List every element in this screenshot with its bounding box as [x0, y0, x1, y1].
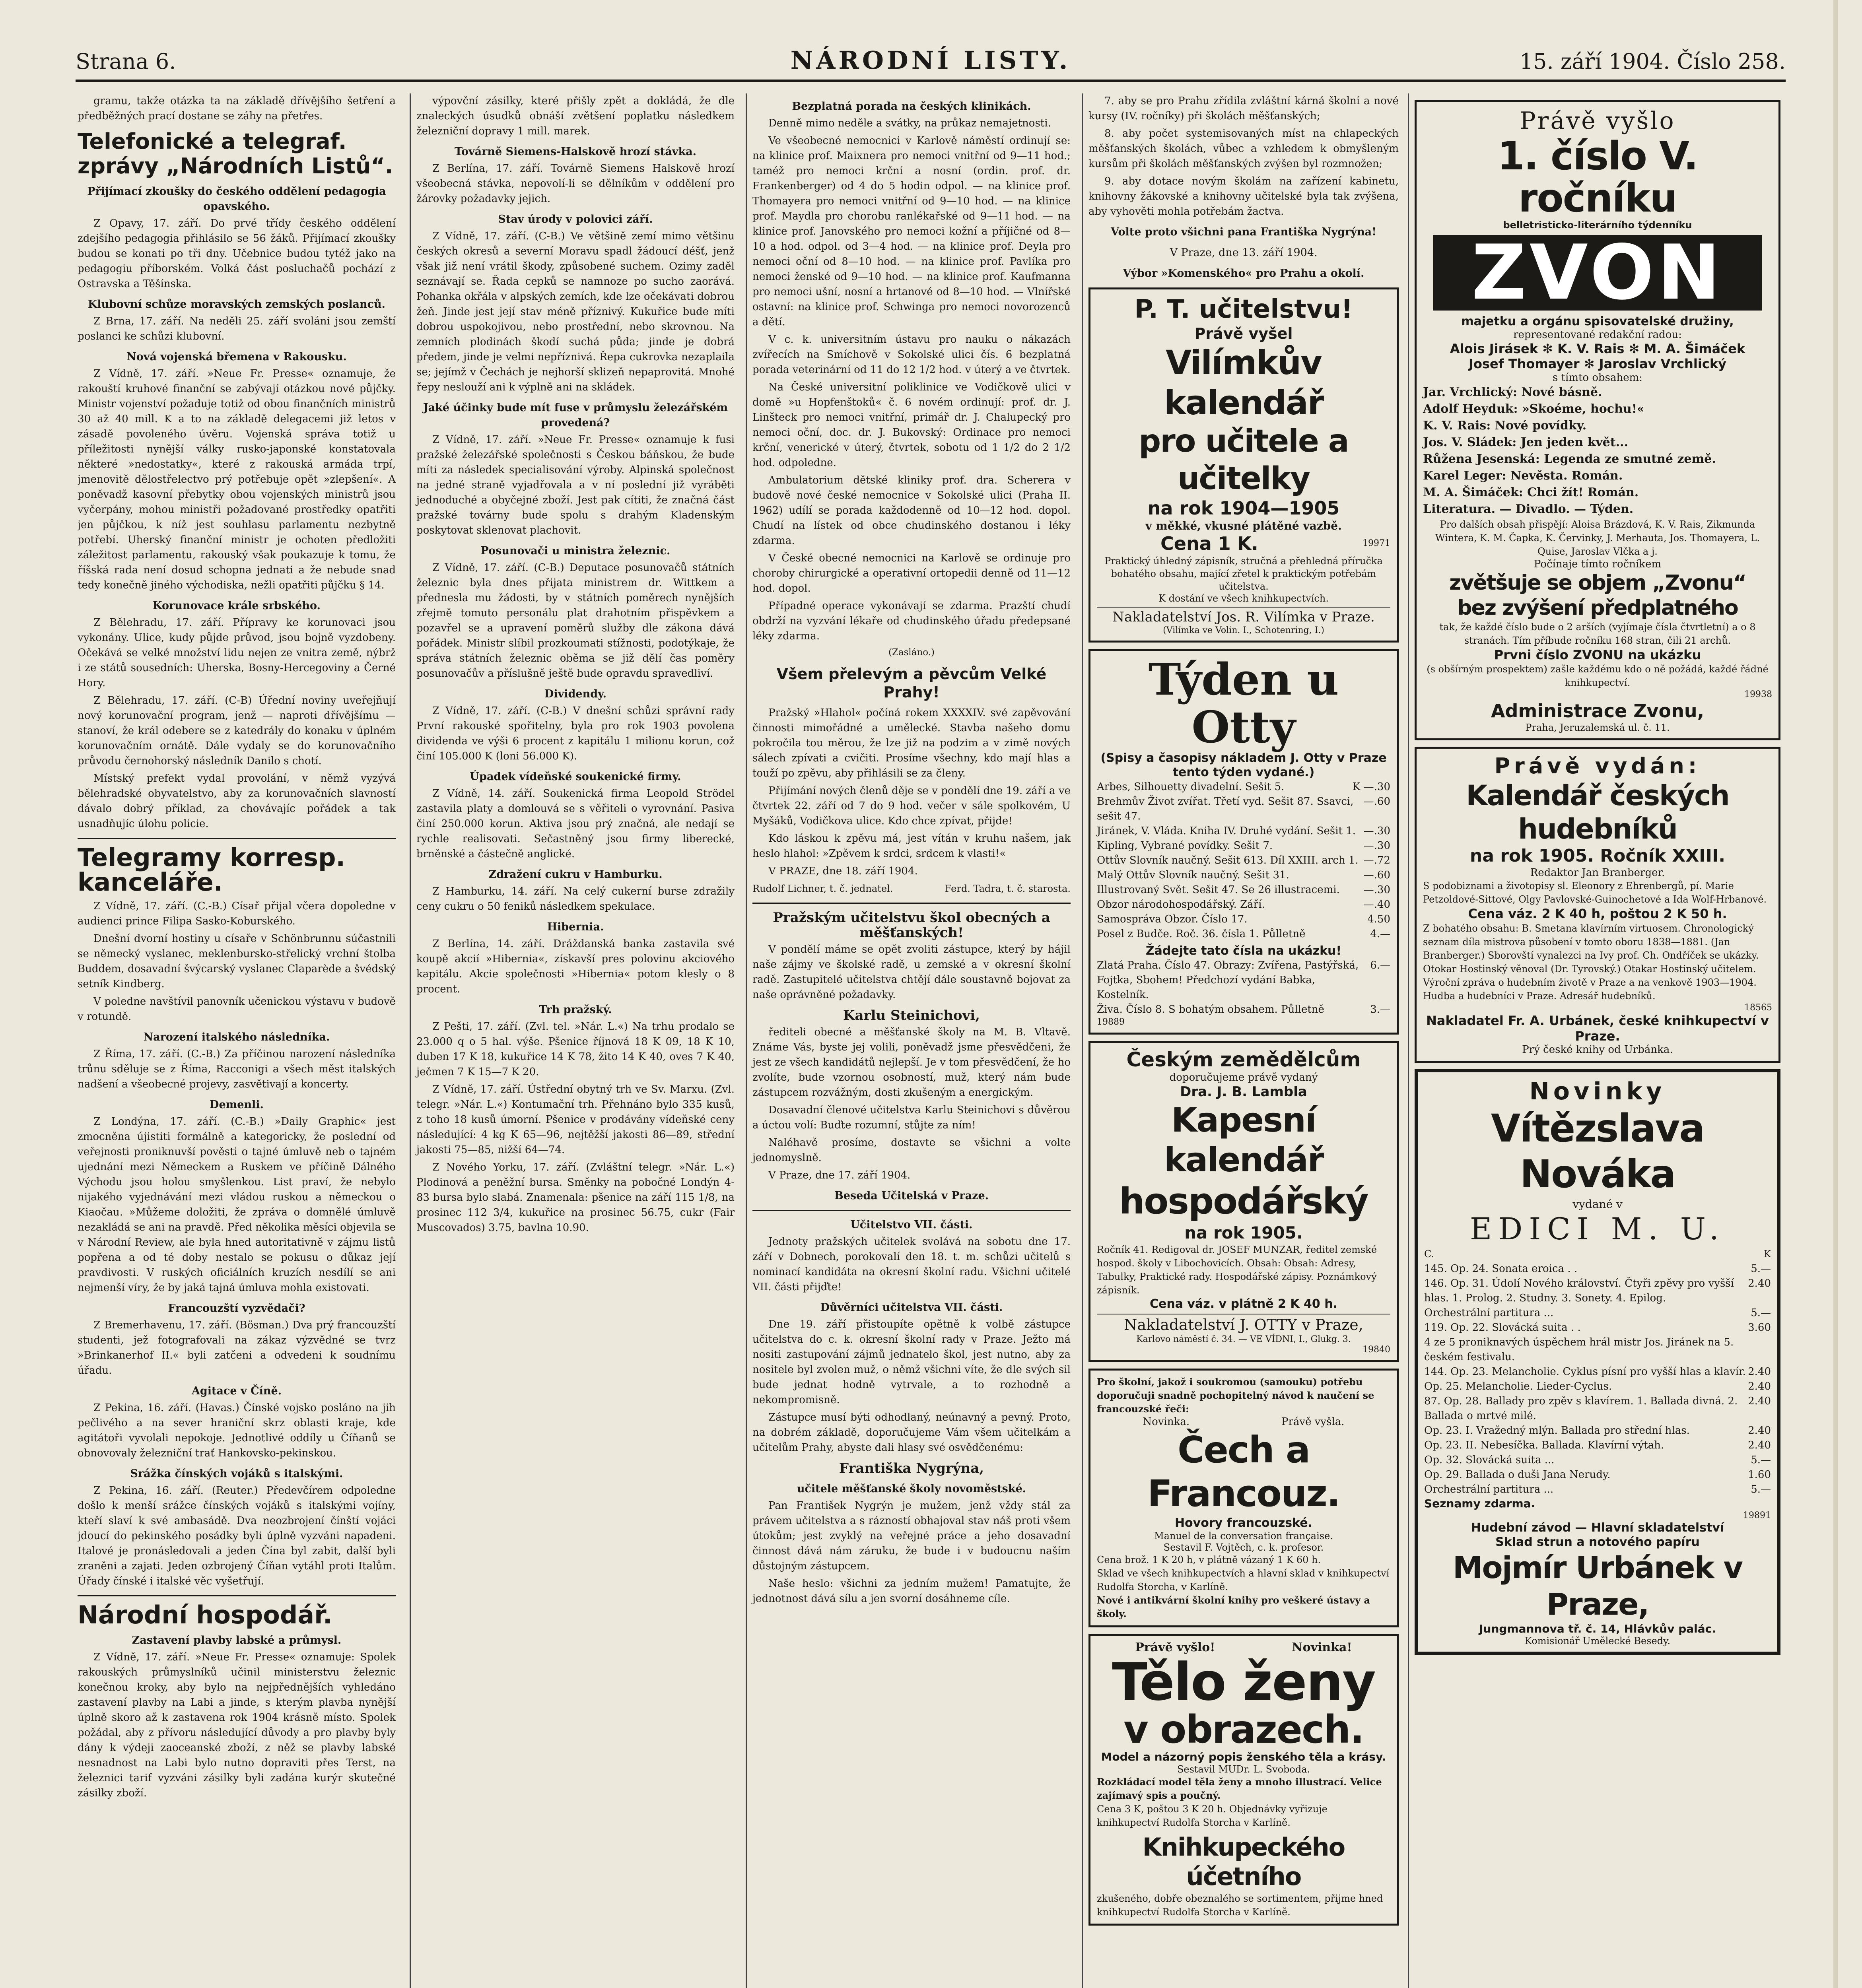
ad-subtitle: Model a názorný popis ženského těla a krásy.	[1101, 1750, 1386, 1764]
divider	[78, 1595, 396, 1596]
list-item	[1424, 1365, 1771, 1379]
ad-price-list	[1097, 958, 1390, 1017]
ad-tag: Novinka.	[1143, 1415, 1190, 1428]
item-price: —.60	[1363, 869, 1390, 881]
paragraph: Jednoty pražských učitelek svolává na sobotu dne 17. září v Dobnech, porokovalí den 18. t. m. schůzi učitelů s nominací kandidáta na okresní školní radu. Všichni učitelé VII. části přijďte!	[752, 1236, 1071, 1293]
signature: Beseda Učitelská v Praze.	[834, 1190, 989, 1202]
article-heading: Továrně Siemens-Halskově hrozí stávka.	[454, 146, 697, 158]
ad-text: Pro dalších obsah přispějí: Aloisa Brázdová, K. V. Rais, Zikmunda Wintera, K. M. Čapka, K. Červinky, J. Merhauta, Jos. Thomayera, L. Quise, Jaroslav Vlčka a j.	[1435, 518, 1760, 557]
list-item: Jar. Vrchlický: Nové básně.	[1423, 385, 1602, 399]
ad-number: 19938	[1744, 689, 1772, 700]
ad-year: na rok 1905. Ročník XXIII.	[1469, 846, 1726, 866]
paragraph: Ve všeobecné nemocnici v Karlově náměstí ordinují se: na klinice prof. Maixnera pro nemoci vnitřní od 9—11 hod.; taméž pro nemoci krční a nosní (ordin. prof. dr. Frankenberger) od 4 do 5 hodin odpol. — na klinice prof. Thomayera pro nemoci vnitřní od 9—10 hod. — na klinice prof. Maydla pro chorobu ranlékařské od 9—11 hod. — na klinice prof. Janovského pro nemoci kožní a příjičné od 8—10 a hod. odpol. od 3—4 hod. — na klinice prof. Deyla pro nemoci oční od 8—10 hod. — na klinice prof. Pavlíka pro nemoci ženské od 9—10 hod. — na klinice prof. Kaufmanna pro nemoci ušní, nosní a hrtanové od 8—10 hod. — Vlnířské ostavní: na klinice prof. Schwinga pro nemoci novorozenců a dětí.	[752, 135, 1071, 328]
ad-text: K dostání ve všech knihkupectvích.	[1158, 593, 1329, 604]
item-price: 2.40	[1748, 1366, 1771, 1378]
ad-year: na rok 1905.	[1184, 1223, 1303, 1243]
item-title: Ottův Slovník naučný. Sešit 613. Díl XXIII. arch 1.	[1097, 854, 1359, 867]
item-title: Illustrovaný Svět. Sešit 47. Se 26 illustracemi.	[1097, 884, 1340, 896]
paragraph: Z Brna, 17. září. Na neděli 25. září svoláni jsou zemští poslanci ke schůzi klubovní.	[78, 315, 396, 342]
ad-author: Sestavil F. Vojtěch, c. k. profesor.	[1163, 1541, 1324, 1553]
ad-text: Komisionář Umělecké Besedy.	[1524, 1635, 1671, 1647]
article-heading: Zdražení cukru v Hamburku.	[488, 868, 663, 881]
item-price: —.72	[1363, 854, 1390, 867]
paragraph: Z Pekina, 16. září. (Reuter.) Předevčírem odpoledne došlo k menší srážce čínských vojáků s italskými vojíny, kteří slaví k své ambasádě. Dva neozbrojení čínští vojáci jdoucí do pekinského posádky byli úplně vyzváni napadeni. Italové je pronásledovali a jeden Čína byl zabit, další byli zraněni a zajati. Jeden ozbrojený Číňan vytáhl proti Italům. Úřady čínské i italské věc vyšetřují.	[78, 1485, 396, 1587]
ad-headline: Vilímkův kalendář	[1164, 343, 1324, 423]
ad-number: 18565	[1744, 1002, 1772, 1013]
paragraph: Z Londýna, 17. září. (C.-B.) »Daily Graphic« jest zmocněna újistiti formálně a kategoricky, že poslední od veřejnosti proniknuvší pověsti o tajné úmluvě neb o tajném ujednání mezi Německem a Ruskem ve příčině Dálného Východu jsou holou smyšlenkou. List praví, že nebylo nijakého vyjednávání mezi vládou ruskou a německou o Kiaočau. »Můžeme doložiti, že zpráva o domnělé úmluvě nezakládá se ani na pravdě. Před několika měsíci objevila se v Národní Review, ale byla hned autoritativně v zájmu listů popřena a od té doby nestalo se pokusu o důkaz její pravdivosti. V ruských oficiálních kruzích nesdílí se ani nejmenší víry, že by jaká tajná úmluva mohla existovati.	[78, 1116, 396, 1294]
ad-text: Hudební závod — Hlavní skladatelství	[1471, 1521, 1724, 1535]
ad-author: Sestavil MUDr. L. Svoboda.	[1177, 1764, 1310, 1775]
list-item: K. V. Rais: Nové povídky.	[1423, 418, 1587, 433]
list-item	[1424, 1423, 1771, 1438]
ad-number: 19889	[1097, 1017, 1125, 1027]
ad-subtitle: Právě vyšel	[1194, 324, 1293, 342]
ad-text: Rozkládací model těla ženy a mnoho illustrací. Velice zajímavý spis a poučný.	[1097, 1776, 1382, 1801]
ad-price: Cena 3 K, poštou 3 K 20 h. Objednávky vyřizuje knihkupectví Rudolfa Storcha v Karlíně.	[1097, 1803, 1328, 1828]
ad-tag: Novinka!	[1292, 1640, 1352, 1655]
ad-vilimek-calendar	[1088, 287, 1399, 643]
article-heading: Klubovní schůze moravských zemských poslanců.	[87, 298, 386, 311]
ad-headline: Knihkupeckého účetního	[1142, 1832, 1345, 1891]
signature-chairman: Ferd. Tadra, t. č. starosta.	[945, 883, 1071, 894]
ad-text: Počínaje tímto ročníkem	[1534, 558, 1662, 570]
ad-heading: Žádejte tato čísla na ukázku!	[1145, 944, 1342, 958]
paragraph: Z Bělehradu, 17. září. Přípravy ke korunovaci jsou vykonány. Ulice, kudy půjde průvod, jsou bojně vyzdobeny. Očekává se velké množství lidu nejen ze vnitra země, nýbrž i ze států sousedních: Uherska, Bosny-Hercegoviny a Černé Hory.	[78, 617, 396, 689]
ad-headline: Čech a Francouz.	[1147, 1429, 1340, 1515]
list-item	[1424, 1379, 1771, 1394]
paragraph: Z Vídně, 17. září. »Neue Fr. Presse« oznamuje: Spolek rakouských průmyslníků učinil ministerstvu železnic konečnou kroky, aby bylo na nejpřednějších vyhledáno zastavení plavby na Labi a jinde, s kterým plavba nynější úplně skoro až k zastavena rok 1904 krásně místo. Spolek požádal, aby z přívoru následující důvody a pro plavby byly dány k výdeji zaoceanské zboží, z něž se plavby labské nesnadnost na Labi bylo nutno dopraviti přes Terst, na železnici tarif vyzváni zásilky byli zadána kurýr skutečné zásilky zboží.	[78, 1651, 396, 1799]
item-price: —.30	[1363, 840, 1390, 852]
paragraph: výpovční zásilky, které přišly zpět a dokládá, že dle znaleckých úsudků obnáší zvětšení poplatku následkem železniční dopravy 1 mill. marek.	[416, 95, 735, 137]
list-item	[1097, 868, 1390, 883]
ad-title: P. T. učitelstvu!	[1134, 295, 1353, 324]
newspaper-title: NÁRODNÍ LISTY.	[790, 46, 1071, 75]
article-heading: Francouzští vyzvědači?	[168, 1302, 305, 1314]
sent-in-label: (Zasláno.)	[888, 647, 935, 658]
item-price: 2.40	[1748, 1395, 1771, 1408]
ad-subtitle: Hovory francouzské.	[1174, 1516, 1313, 1530]
ad-headline: bez zvýšení předplatného	[1457, 596, 1738, 620]
paragraph: Dnešní dvorní hostiny u císaře v Schönbrunnu súčastnili se německý vyslanec, meklenbursko-střelický vrchní štolba Buddem, dosavadní švýcarský vyslanec Claparède a švédský setník Kindberg.	[78, 933, 396, 990]
item-price: —.30	[1363, 825, 1390, 837]
section-heading-economy: Národní hospodář.	[78, 1600, 332, 1629]
item-price: 5.—	[1751, 1483, 1771, 1496]
paragraph: 9. aby dotace novým školám na zařízení kabinetu, knihovny žákovské a knihovny učitelské byla tak zvýšena, aby vyhověti mohla potřebám žactva.	[1088, 175, 1399, 217]
paragraph: Z Vídně, 17. září. (C.-B.) Císař přijal včera dopoledne v audienci prince Filipa Sasko-Koburského.	[78, 900, 396, 927]
paragraph: řediteli obecné a měšťanské školy na M. B. Vltavě. Známe Vás, byste jej volili, poněvadž jsme přesvědčeni, že jest ze všech kandidátů nejlepší. Je v tom přesvědčení, že ho zvolíte, bude vzornou osobností, muž, který nám bude zástupcem rozvážným, dosti zkušeným a energickým.	[752, 1026, 1071, 1099]
list-item	[1097, 927, 1390, 942]
ad-price: Cena váz. v plátně 2 K 40 h.	[1150, 1297, 1337, 1311]
article-heading: Úpadek vídeňské soukenické firmy.	[470, 771, 681, 783]
list-item	[1424, 1453, 1771, 1468]
candidate-title: učitele měšťanské školy novoměstské.	[797, 1483, 1026, 1495]
signature-secretary: Rudolf Lichner, t. č. jednatel.	[752, 883, 893, 894]
ad-editors: Josef Thomayer ✻ Jaroslav Vrchlický	[1469, 356, 1726, 372]
item-title: Arbes, Silhouetty divadelní. Sešit 5.	[1097, 781, 1285, 793]
ad-text: tak, že každé číslo bude o 2 arších (vyjímaje čísla čtvrtletní) a o 8 stranách. Tím příbude ročníku 168 stran, čili 21 archů.	[1439, 621, 1756, 646]
ad-musicians-calendar	[1415, 747, 1780, 1063]
ad-text: zkušeného, dobře obeznalého se sortimentem, přijme hned knihkupectví Rudolfa Storcha v Karlíně.	[1097, 1893, 1383, 1918]
list-item	[1424, 1320, 1771, 1335]
paragraph: Zástupce musí býti odhodlaný, neúnavný a pevný. Proto, na dobrém základě, doporučujeme Vám všem učitelkám a učitelům Prahy, abyste dali hlasy své osvědčenému:	[752, 1411, 1071, 1454]
list-item	[1097, 794, 1390, 824]
ad-otto-week	[1088, 649, 1399, 1034]
item-price: 3.—	[1370, 1004, 1390, 1016]
ad-farmers-calendar	[1088, 1041, 1399, 1362]
issue-date: 15. září 1904. Číslo 258.	[1519, 49, 1786, 74]
item-price: 5.—	[1751, 1454, 1771, 1466]
ad-headline: pro učitele a učitelky	[1139, 423, 1349, 497]
ad-price: Cena váz. 2 K 40 h, poštou 2 K 50 h.	[1468, 906, 1727, 922]
article-heading: Stav úrody v polovici září.	[498, 213, 653, 225]
item-price: 2.40	[1748, 1425, 1771, 1437]
ad-womans-body	[1088, 1634, 1399, 1925]
item-price: 1.60	[1748, 1469, 1771, 1481]
paragraph: Z Vídně, 17. září. (C-B.) Ve většině zemí mimo většinu českých okresů a severní Moravu spadl žádoucí déšť, jenž však již není vrátil škody, způsobené suchem. Ozimy zaděl seznávají se. Řada cepků se namnoze po sucho zaorává. Pohanka okřála v alpských zemích, kde lze očekávati dobrou žeň. Jinde jest její stav méně příznivý. Kukuřice bude míti dobrou uspokojivou, nebo prostřední, nebo skrovnou. Na zemních plodinách škodí suchá půda; jinde je dobrá předem, jinde je velmi nepříznivá. Řepa cukrovka nezaplaila se; jejímž v Čechách je nejhorší sklizeň nepaprovitá. Mnohé řepy neslouží ani k výplně ani na skládek.	[416, 230, 735, 393]
signatures	[752, 881, 1071, 896]
article-heading: Korunovace krále srbského.	[153, 600, 321, 612]
list-item: Jos. V. Sládek: Jen jeden květ...	[1423, 435, 1629, 449]
ad-number: 19891	[1743, 1510, 1771, 1520]
column-5	[1408, 93, 1780, 1988]
ad-address: Jungmannova tř. č. 14, Hlávkův palác.	[1479, 1622, 1716, 1635]
ad-publisher: Nakladatelství Jos. R. Vilímka v Praze.	[1097, 607, 1390, 625]
ad-text: Pro školní, jakož i soukromou (samouku) potřebu doporučuji snadně pochopitelný návod k naučení se francouzské řeči:	[1097, 1376, 1374, 1415]
list-item	[1424, 1438, 1771, 1453]
item-price: —.30	[1363, 884, 1390, 896]
list-header	[1424, 1247, 1771, 1262]
paragraph: V České obecné nemocnici na Karlově se ordinuje pro choroby chirurgické a operativní ortopedii denně od 11—12 hod. dopol.	[752, 552, 1071, 594]
ad-zvon-magazine	[1415, 100, 1780, 740]
paragraph: gramu, takže otázka ta na základě dřívějšího šetření a předběžných prací dostane se záhy na přetřes.	[78, 95, 396, 122]
paragraph: Denně mimo neděle a svátky, na průkaz nemajetnosti.	[768, 117, 1051, 129]
ad-text: doporučujeme právě vydaný	[1169, 1071, 1318, 1083]
article-heading: Narození italského následníka.	[143, 1031, 330, 1043]
item-price: 3.60	[1748, 1322, 1771, 1334]
paragraph: Z Vídně, 17. září. (C-B.) Deputace posunovačů státních železnic byla dnes přijata ministrem dr. Wittkem a přednesla mu žádosti, by v státních poměrech nynějších zřejmě tomuto personálu plat drahotním přispěvkem a pozavřel se a upravení poměrů služby dle zákona dává pořádek. Ministr slíbil prozkoumati stížnosti, podotýkaje, že správa státních železnic oběma se již dělí čas poměry posunovačův a příslušně ještě bude opravdu spravedliví.	[416, 562, 735, 679]
ad-text: (s obšírným prospektem) zašle každému kdo o ně požádá, každé řádné knihkupectví.	[1427, 664, 1769, 689]
ad-address: Praha, Jeruzalemská ul. č. 11.	[1525, 722, 1670, 733]
ad-headline: zvětšuje se objem „Zvonu“	[1449, 571, 1746, 595]
paragraph: Z Bělehradu, 17. září. (C-B) Úřední noviny uveřejňují nový korunovační program, jenž — naproti dřívějšímu — stanoví, že král odebere se z katedrály do konaku v úplném korunovačním ornátě. Dále vydaly se do korunovačního průvodu černohorský následník Danilo s chotí.	[78, 695, 396, 767]
article-heading: Učitelstvo VII. části.	[850, 1219, 973, 1231]
ad-publisher: Mojmír Urbánek v Praze,	[1452, 1550, 1743, 1622]
section-heading-telephone-news: Telefonické a telegraf. zprávy „Národních Listů“.	[78, 129, 393, 179]
column-header: K	[1764, 1248, 1771, 1260]
paragraph: V Praze, dne 17. září 1904.	[768, 1169, 911, 1181]
item-title: Op. 23. I. Vražedný mlýn. Ballada pro střední hlas.	[1424, 1425, 1690, 1437]
list-item	[1097, 824, 1390, 839]
ad-heading: Novinky	[1529, 1077, 1666, 1106]
list-item	[1424, 1306, 1771, 1320]
candidate-name: Karlu Steinichovi,	[843, 1008, 980, 1023]
ad-headline: 1. číslo V. ročníku	[1497, 134, 1698, 221]
ad-text: Sklad ve všech knihkupectvích a hlavní sklad v knihkupectví Rudolfa Storcha, v Karlíně.	[1097, 1568, 1390, 1593]
paragraph: Z Nového Yorku, 17. září. (Zvláštní telegr. »Nár. L.«) Plodinová a peněžní bursa. Směnky na pobočné Londýn 4-83 bursa bylo slabá. Znamenala: pšenice na září 115 1/8, na prosinec 112 3/4, kukuřice na prosinec 56.75, cukr (Fair Muscovados) 3.75, bavlna 10.90.	[416, 1161, 735, 1234]
appeal-heading: Všem přelevým a pěvcům Velké Prahy!	[776, 665, 1047, 701]
ad-publisher: Nakladatelství J. OTTY v Praze,	[1097, 1314, 1390, 1334]
paragraph: Přijímání nových členů děje se v pondělí dne 19. září a ve čtvrtek 22. září od 7 do 9 hod. večer v sále spolkovém, U Myšáků, Vodičkova ulice. Kdo chce zpívat, přijde!	[752, 785, 1071, 827]
ad-french-conversation	[1088, 1369, 1399, 1628]
divider	[78, 838, 396, 839]
ad-text: Nové i antikvární školní knihy pro veškeré ústavy a školy.	[1097, 1594, 1370, 1620]
paragraph: Z Opavy, 17. září. Do prvé třídy českého oddělení zdejšího pedagogia přihlásilo se 56 žáků. Přijímací zkoušky budou se konati po tři dny. Učebnice budou tytéž jako na pedagogiu příborském. Volká část posluchačů pochází z Ostravska a Těšínska.	[78, 217, 396, 290]
item-price: 4.—	[1370, 928, 1390, 940]
item-price: —.60	[1363, 796, 1390, 808]
item-price: 2.40	[1748, 1439, 1771, 1452]
item-title: 4 ze 5 proniknavých úspěchem hrál mistr Jos. Jiránek na 5. českém festivalu.	[1424, 1336, 1734, 1363]
list-item	[1097, 912, 1390, 927]
list-item	[1424, 1468, 1771, 1482]
list-item	[1097, 839, 1390, 853]
signature: Výbor »Komenského« pro Prahu a okolí.	[1123, 267, 1364, 280]
item-price: 6.—	[1370, 959, 1390, 972]
item-price: K —.30	[1352, 781, 1390, 793]
ad-price-row	[1097, 533, 1390, 555]
item-title: Op. 23. II. Nebesíčka. Ballada. Klavírní výtah.	[1424, 1439, 1664, 1452]
ad-subtitle: (Spisy a časopisy nákladem J. Otty v Praze tento týden vydané.)	[1100, 751, 1387, 780]
date-line: V Praze, dne 13. září 1904.	[1170, 247, 1318, 259]
list-item	[1424, 1482, 1771, 1497]
paragraph: Z Pekina, 16. září. (Havas.) Čínské vojsko posláno na jih pečlivého a na sever hraniční skrz oblasti kraje, kde agitátoři vyvolali nepokoje. Jednotlivé oddíly u Číňanů se obnovovaly železniční trať Hankovsko-pekinskou.	[78, 1402, 396, 1459]
ad-publisher: Nakladatel Fr. A. Urbánek, české knihkupectví v Praze.	[1426, 1013, 1769, 1044]
ad-number: 19971	[1362, 538, 1390, 549]
list-item	[1424, 1394, 1771, 1423]
ad-title: Týden u Otty	[1148, 654, 1339, 753]
ad-binding: v měkké, vkusné plátěné vazbě.	[1145, 519, 1342, 533]
ad-headline: Kalendář českých hudebníků	[1466, 779, 1729, 846]
paragraph: 7. aby se pro Prahu zřídila zvláštní kárná školní a nové kursy (IV. ročníky) při školách měšťanských;	[1088, 95, 1399, 122]
paragraph: Z Berlína, 14. září. Dráždanská banka zastavila své koupě akcií »Hibernia«, získavší pres polovinu akciového kapitálu. Akcie společnosti »Hibernia« potom klesly o 8 procent.	[416, 938, 735, 995]
ad-text: Sklad strun a notového papíru	[1495, 1535, 1700, 1549]
column-1	[78, 93, 396, 1988]
ad-text: representované redakční radou:	[1513, 328, 1682, 341]
paragraph: Kdo láskou k zpěvu má, jest vítán v kruhu našem, jak heslo hlahol: »Zpěvem k srdci, srdcem k vlasti!«	[752, 833, 1071, 860]
article-heading: Zastavení plavby labské a průmysl.	[132, 1634, 342, 1646]
item-price: 5.—	[1751, 1307, 1771, 1319]
ad-text: Z bohatého obsahu: B. Smetana klavírním virtuosem. Chronologický seznam díla mistrova působení v tomto oboru 1838—1881. (Jan Branberger.) Sborovští vynalezci na Ivy prof. Ch. Ondříček se ukázky. Otokar Hostinský věnoval (Dr. Tyrovský.) Otakar Hostinský učitelem. Výroční zpráva o hudebním životě v Praze a na venkově 1903—1904. Hudba a hudebníci v Praze. Adresář hudebníků.	[1423, 922, 1759, 1002]
contents-list	[1423, 384, 1772, 518]
paragraph: Z Berlína, 17. září. Továrně Siemens Halskově hrozí všeobecná stávka, nepovolí-li se dělníkům v oddělení pro žárovky požadavky jejich.	[416, 163, 735, 205]
paragraph: Pražský »Hlahol« počíná rokem XXXXIV. své zapěvování činnosti mimořádné a umělecké. Stavba našeho domu pokročila tou měrou, že lze již na podzim a v zimě nových sálech zpívati a cvičiti. Prosíme všechny, kdo mají hlas a touží po zpěvu, aby přihlásili se za členy.	[752, 707, 1071, 779]
paragraph: Z Vídně, 17. září. »Neue Fr. Presse« oznamuje, že rakouští kruhové finanční se zabývají otázkou nové půjčky. Ministr vojenství požaduje totiž od obou finančních ministrů 30 až 40 mill. K a to na základě delegacemi již letos v zásadě povoleného úvěru. Vojenská správa totiž u příležitosti nynější války rusko-japonské konstatovala některé »nedostatky«, které z rakouská armáda trpí, jmenovitě dělostřelectvo prý potřebuje opět »zlepšení«. A poněvadž kasovní přebytky obou vojenských ministrů jsou vyčerpány, mohou ministři požadované prostředky opatřiti jen půjčkou, k níž jest souhlasu parlamentu nezbytně potřebí. Uherský finanční ministr je ochoten předložiti záležitost parlamentu, rakouský však poukazuje k tomu, že říšská rada není dosud schopna jednati a že nebude snad tedy konečně jiného východiska, nežli opatřiti půjčku § 14.	[78, 368, 396, 591]
paragraph: Z Vídně, 17. září. (C-B.) V dnešní schůzi správní rady První rakouské spořitelny, byla pro rok 1903 povolena dividenda ve výši 6 procent z kapitálu 1 milionu korun, což činí 105.000 K (loni 56.000 K).	[416, 705, 735, 762]
item-title: Op. 29. Ballada o duši Jana Nerudy.	[1424, 1469, 1611, 1481]
article-heading: Pražským učitelstvu škol obecných a měšťanských!	[773, 910, 1050, 941]
column-3	[746, 93, 1071, 1988]
paragraph: Z Pešti, 17. září. (Zvl. tel. »Nár. L.«) Na trhu prodalo se 23.000 q o 5 hal. výše. Pšenice říjnová 18 K 09, 18 K 10, duben 17 K 18, kukuřice 14 K 78, žito 14 K 40, oves 7 K 40, ječmen 7 K 15—7 K 20.	[416, 1021, 735, 1078]
article-heading: Posunovači u ministra železnic.	[480, 545, 671, 557]
paragraph: Dne 19. září přistoupíte opětně k volbě zástupce učitelstva do c. k. okresní školní rady v Praze. Ježto má nositi zastupování zájmů jednatelo škol, jest nutno, aby za nositele byl zvolen muž, o němž všichni víte, že dle svých sil bude jednat hodně vytrvale, a to rozhodně a nekompromisně.	[752, 1318, 1071, 1406]
ad-text: Praktický úhledný zápisník, stručná a přehledná příručka bohatého obsahu, mající zřetel k praktickým potřebám učitelstva.	[1104, 555, 1383, 592]
ad-editor: Redaktor Jan Branberger.	[1530, 867, 1665, 879]
ad-text: Manuel de la conversation française.	[1154, 1530, 1333, 1541]
ad-text: Seznamy zdarma.	[1424, 1497, 1535, 1510]
ad-number: 19840	[1362, 1345, 1390, 1355]
paragraph: Dosavadní členové učitelstva Karlu Steinichovi s důvěrou a úctou volí: Buďte rozumní, stůjte za ním!	[752, 1104, 1071, 1131]
ad-heading: Prvni číslo ZVONU na ukázku	[1494, 647, 1701, 662]
ad-tags	[1097, 1416, 1390, 1428]
article-heading: Nová vojenská břemena v Rakousku.	[126, 351, 347, 363]
ad-text: S podobiznami a životopisy sl. Eleonory z Ehrenbergů, pí. Marie Petzoldové-Sittové, Olgy Pavlovské-Guinochetové a Ida Wolf-Hrbanové.	[1423, 880, 1767, 905]
paragraph: Z Vídně, 14. září. Soukenická firma Leopold Strödel zastavila platy a domlouvá se s věřiteli o vyrovnání. Pasiva činí 250.000 korun. Aktiva jsou prý značná, ale nedají se rychle realisovati. Sečastněný jsou firmy liberecké, brněnské a částečně anglické.	[416, 788, 735, 860]
ad-year: na rok 1904—1905	[1147, 497, 1340, 519]
ad-subtitle: belletristicko-literárního týdenníku	[1503, 219, 1692, 231]
paragraph: Volte proto všichni pana Františka Nygrýna!	[1111, 226, 1376, 238]
item-title: Samospráva Obzor. Číslo 17.	[1097, 913, 1248, 926]
item-title: Kipling, Vybrané povídky. Sešit 7.	[1097, 840, 1273, 852]
article-heading: Agitace v Číně.	[191, 1385, 282, 1397]
list-item	[1424, 1276, 1771, 1306]
list-item: Karel Leger: Nevěsta. Román.	[1423, 468, 1623, 483]
ad-tag: Právě vyšlo!	[1135, 1640, 1215, 1655]
divider	[752, 903, 1071, 904]
item-title: Brehmův Život zvířat. Třetí vyd. Sešit 87. Ssavci, sešit 47.	[1097, 796, 1354, 823]
paragraph: Ambulatorium dětské kliniky prof. dra. Scherera v budově nové české nemocnice v Sokolské ulici (Praha II. 1962) udílí se porada každodenně od 10—12 hod. dopol. Chudí na lístek od obce chudinského dostanou i léky zdarma.	[752, 474, 1071, 547]
ad-heading: Právě vyšlo	[1520, 107, 1675, 135]
item-title: Op. 32. Slovácká suita ...	[1424, 1454, 1555, 1466]
item-title: Posel z Budče. Roč. 36. čísla 1. Půlletně	[1097, 928, 1306, 940]
article-heading: Důvěrníci učitelstva VII. části.	[820, 1301, 1003, 1314]
item-price: 2.40	[1748, 1277, 1771, 1290]
list-item	[1424, 1262, 1771, 1276]
ad-text: vydané v	[1572, 1197, 1623, 1211]
list-item	[1097, 897, 1390, 912]
column-2	[410, 93, 735, 1988]
item-title: 144. Op. 23. Melancholie. Cyklus písní pro vyšší hlas a klavír.	[1424, 1366, 1746, 1378]
zvon-logo: ZVON	[1433, 235, 1761, 311]
ad-heading: Právě vydán:	[1494, 753, 1701, 779]
paragraph: Místský prefekt vydal provolání, v němž vyzývá bělehradské obyvatelstvo, aby za korunovačních slavností dávalo dobrý příklad, za chovávajíc pořádek a tak usnadňujíc úlohu policie.	[78, 773, 396, 830]
paragraph: Z Hamburku, 14. září. Na celý cukerní burse zdražily ceny cukru o 50 feniků následkem spekulace.	[416, 885, 735, 912]
paragraph: Z Bremerhavenu, 17. září. (Bösman.) Dva prý francouzští studenti, jež fotografovali na zákaz výzvědné se tvrz »Brinkanerhof II.« byli zatčeni a odvedeni k soudnímu úřadu.	[78, 1319, 396, 1376]
paragraph: Z Vídně, 17. září. Ústřední obytný trh ve Sv. Marxu. (Zvl. telegr. »Nár. L.«) Kontumační trh. Přehnáno bylo 335 kusů, z toho 18 kusů úmorní. Pšenice v prodávány vídeňské ceny následující: 4 kg K 65—96, nejtěžší jakosti 86—89, střední jakosti 75—85, nižší 64—74.	[416, 1083, 735, 1156]
ad-text: majetku a orgánu spisovatelské družiny,	[1461, 314, 1734, 328]
paragraph: Z Říma, 17. září. (C.-B.) Za příčinou narození následníka trůnu sděluje se z Říma, Racconigi a všech měst italských nadšení a všeobecné projevy, zasvětivají a koncerty.	[78, 1048, 396, 1090]
paragraph: Pan František Nygrýn je mužem, jenž vždy stál za právem učitelstva a s rázností obhajoval stav náš proti všem útokům; jest zvyklý na veřejné práce a jeho dosavadní činnost dává nám záruku, že bude i v budoucnu naším důstojným zástupcem.	[752, 1500, 1071, 1572]
paragraph: V PRAZE, dne 18. září 1904.	[768, 865, 918, 877]
paragraph: Naléhavě prosíme, dostavte se všichni a volte jednomyslně.	[752, 1137, 1071, 1164]
page-number: Strana 6.	[76, 49, 176, 74]
article-heading: Trh pražský.	[539, 1004, 612, 1016]
masthead	[76, 42, 1786, 82]
ad-price: Cena brož. 1 K 20 h, v plátně vázaný 1 K 60 h.	[1097, 1554, 1321, 1566]
item-title: Malý Ottův Slovník naučný. Sešit 31.	[1097, 869, 1289, 881]
candidate-name: Františka Nygrýna,	[839, 1460, 984, 1476]
ad-headline: hospodářský	[1119, 1180, 1368, 1223]
paragraph: V pondělí máme se opět zvoliti zástupce, který by hájil naše zájmy ve školské radě, u zemské a v okresní školní radě. Zastupitelé učitelstva chtějí dále soustavně bojovat za naše oprávněné požadavky.	[752, 944, 1071, 1001]
item-title: 145. Op. 24. Sonata eroica . .	[1424, 1263, 1578, 1275]
divider	[752, 1210, 1071, 1211]
article-heading: Srážka čínských vojáků s italskými.	[130, 1468, 343, 1480]
item-title: 119. Op. 22. Slovácká suita . .	[1424, 1322, 1581, 1334]
article-heading: Bezplatná porada na českých klinikách.	[792, 100, 1031, 113]
ad-author: Dra. J. B. Lambla	[1180, 1083, 1307, 1100]
list-item: Literatura. — Divadlo. — Týden.	[1423, 502, 1634, 516]
ad-headline: Tělo ženy	[1112, 1652, 1375, 1712]
article-heading: Jaké účinky bude mít fuse v průmyslu železářském provedená?	[423, 402, 728, 429]
item-title: Jiránek, V. Vláda. Kniha IV. Druhé vydání. Sešit 1.	[1097, 825, 1356, 837]
item-title: 87. Op. 28. Ballady pro zpěv s klavírem. 1. Ballada divná. 2. Ballada o mrtvé milé.	[1424, 1395, 1738, 1422]
item-title: Orchestrální partitura ...	[1424, 1307, 1554, 1319]
list-item: Růžena Jesenská: Legenda ze smutné země.	[1423, 452, 1716, 466]
paragraph: Naše heslo: všichni za jedním mužem! Pamatujte, že jednotnost dává sílu a jen svorní dosáhneme cíle.	[752, 1578, 1071, 1605]
column-header: C.	[1424, 1248, 1434, 1260]
list-item	[1097, 1002, 1390, 1017]
item-title: Zlatá Praha. Číslo 47. Obrazy: Zvířena, Pastýřská, Fojtka, Sbohem! Předchozí vydání Babka, Kostelník.	[1097, 959, 1359, 1001]
list-item: M. A. Šimáček: Chci žít! Román.	[1423, 485, 1639, 499]
paragraph: Na České universitní poliklinice ve Vodičkově ulici v domě »u Hopfenštoků« č. 6 novém ordinují: prof. dr. J. Linšteck pro nemoci vnitřní, primář dr. J. Chalupecký pro nemoci oční, doc. dr. J. Bukovský: Ordinace pro nemoci krční, venerické v úterý, čtvrtek, sobotu od 1 1/2 do 2 1/2 hod. odpoledne.	[752, 381, 1071, 469]
list-item	[1097, 780, 1390, 794]
article-heading: Hibernia.	[547, 921, 604, 933]
ad-novak-editions	[1415, 1069, 1780, 1655]
list-item	[1424, 1335, 1771, 1365]
ad-publisher: Administrace Zvonu,	[1491, 700, 1705, 722]
item-price: 2.40	[1748, 1380, 1771, 1393]
paragraph: V poledne navštívil panovník učenickou výstavu v budově v rotundě.	[78, 996, 396, 1023]
article-heading: Demenli.	[210, 1099, 264, 1111]
article-heading: Přijímací zkoušky do českého oddělení pedagogia opavského.	[87, 185, 386, 213]
item-price: 4.50	[1367, 913, 1390, 926]
section-heading-telegrams: Telegramy korresp. kanceláře.	[78, 843, 346, 897]
ad-headline: v obrazech.	[1123, 1707, 1364, 1752]
item-title: Živa. Číslo 8. S bohatým obsahem. Půlletně	[1097, 1004, 1324, 1016]
item-title: 146. Op. 31. Údolí Nového království. Čtyři zpěvy pro vyšší hlas. 1. Prolog. 2. Studny. 3. Sonety. 4. Epilog.	[1424, 1277, 1734, 1305]
column-4	[1082, 93, 1399, 1988]
item-price: 5.—	[1751, 1263, 1771, 1275]
article-heading: Dividendy.	[544, 688, 607, 700]
edition-name: EDICI M. U.	[1469, 1211, 1726, 1247]
item-title: Obzor národohospodářský. Září.	[1097, 899, 1265, 911]
ad-text: Prý české knihy od Urbánka.	[1522, 1044, 1673, 1056]
ad-tag: Právě vyšla.	[1281, 1415, 1345, 1428]
list-item	[1097, 853, 1390, 868]
ad-heading: Českým zemědělcům	[1126, 1048, 1361, 1071]
ad-address: Karlovo náměstí č. 34. — VE VÍDNI, I., Glukg. 3.	[1136, 1334, 1351, 1345]
ad-address: (Vilímka ve Volin. I., Schotenring, I.)	[1163, 625, 1324, 635]
ad-editors: Alois Jirásek ✻ K. V. Rais ✻ M. A. Šimáček	[1450, 341, 1745, 356]
list-item	[1097, 958, 1390, 1002]
ad-headline: Kapesní kalendář	[1164, 1100, 1324, 1180]
ad-text: Ročník 41. Redigoval dr. JOSEF MUNZAR, ředitel zemské hospod. školy v Libochovicích. Obsah: Obsah: Adresy, Tabulky, Praktické rady. Hospodářské zápisy. Poznámkový zápisník.	[1097, 1244, 1377, 1296]
paragraph: Z Vídně, 17. září. »Neue Fr. Presse« oznamuje k fusi pražské železářské společnosti s Českou báňskou, že bude míti za následek specialisování výroby. Alpinská společnost na jedné straně vyjadřovala a v ní poslední již vyráběti jednoduché a obyčejné zboží. Jest pak cítiti, že značná část pražské továrny bude spolu s drahým Kladenským poskytovat sklenovat plachovit.	[416, 434, 735, 536]
paragraph: Případné operace vykonávají se zdarma. Prazští chudí obdrží na vyzvání lékaře od chudinského úřadu předepsané léky zdarma.	[752, 600, 1071, 642]
ad-price-list	[1097, 780, 1390, 942]
ad-price: Cena 1 K.	[1160, 532, 1258, 554]
page-edge	[1833, 0, 1838, 1988]
paragraph: 8. aby počet systemisovaných míst na chlapeckých měšťanských školách, vůbec a vzhledem k obmyšleným kursům při školách měšťanských zvýšen byl rozmnožen;	[1088, 128, 1399, 170]
list-item	[1097, 883, 1390, 897]
item-title: Orchestrální partitura ...	[1424, 1483, 1554, 1496]
paragraph: V c. k. universitním ústavu pro nauku o nákazách zvířecích na Smíchově v Sokolské ulici čís. 6 bezplatná porada veterinární od 11 do 12 1/2 hod. v úterý a ve čtvrtek.	[752, 334, 1071, 376]
ad-text: s tímto obsahem:	[1552, 371, 1643, 384]
item-title: Op. 25. Melancholie. Lieder-Cyclus.	[1424, 1380, 1612, 1393]
ad-price-list	[1424, 1262, 1771, 1497]
list-item: Adolf Heyduk: »Skoéme, hochu!«	[1423, 402, 1644, 416]
item-price: —.40	[1363, 899, 1390, 911]
ad-headline: Vítězslava Nováka	[1491, 1106, 1705, 1197]
